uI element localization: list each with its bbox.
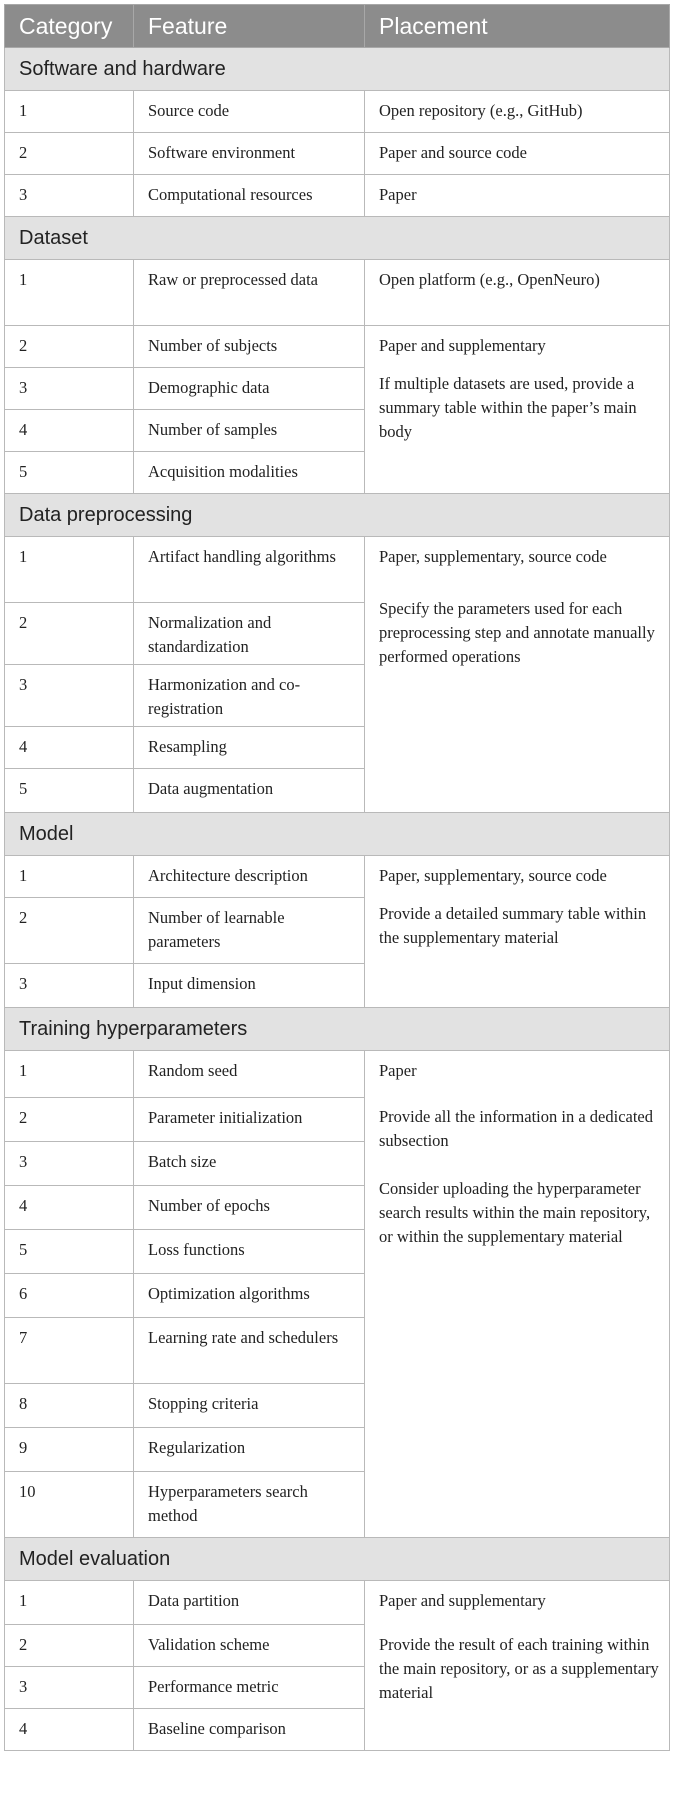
row-placement: Open platform (e.g., OpenNeuro) [365, 260, 670, 326]
row-feature: Normalization and standardization [134, 603, 365, 665]
header-placement: Placement [365, 5, 670, 48]
row-number: 3 [5, 1142, 134, 1186]
placement-note: If multiple datasets are used, provide a summary table within the paper’s main body [379, 374, 637, 441]
row-number: 4 [5, 1709, 134, 1751]
row-feature: Input dimension [134, 964, 365, 1008]
row-number: 3 [5, 1667, 134, 1709]
placement-note: Provide the result of each training within the main repository, or as a supplementary material [379, 1635, 659, 1702]
header-feature: Feature [134, 5, 365, 48]
merged-placement-cell [365, 326, 670, 494]
table-row [5, 1051, 670, 1098]
row-feature: Resampling [134, 727, 365, 769]
section-title: Software and hardware [5, 48, 670, 91]
section-title: Data preprocessing [5, 494, 670, 537]
row-feature: Architecture description [134, 856, 365, 898]
row-feature: Number of samples [134, 410, 365, 452]
row-placement: Open repository (e.g., GitHub) [365, 91, 670, 133]
row-number: 3 [5, 665, 134, 727]
placement-text: Paper [379, 1061, 417, 1080]
row-feature: Software environment [134, 133, 365, 175]
row-number: 2 [5, 326, 134, 368]
merged-placement-cell [365, 537, 670, 813]
row-feature: Number of learnable parameters [134, 898, 365, 964]
section-row [5, 48, 670, 91]
placement-text: Paper, supplementary, source code [379, 866, 607, 885]
row-number: 9 [5, 1428, 134, 1472]
row-number: 3 [5, 368, 134, 410]
row-feature: Computational resources [134, 175, 365, 217]
table-row [5, 133, 670, 175]
row-feature: Number of epochs [134, 1186, 365, 1230]
merged-placement-cell [365, 856, 670, 1008]
row-number: 5 [5, 769, 134, 813]
row-feature: Random seed [134, 1051, 365, 1098]
row-number: 5 [5, 1230, 134, 1274]
row-number: 5 [5, 452, 134, 494]
section-title: Model [5, 813, 670, 856]
placement-text: Paper and supplementary [379, 336, 546, 355]
table-row [5, 260, 670, 326]
placement-note: Provide all the information in a dedicated subsection [379, 1107, 653, 1150]
row-number: 1 [5, 856, 134, 898]
table-row [5, 175, 670, 217]
row-number: 4 [5, 727, 134, 769]
section-title: Dataset [5, 217, 670, 260]
section-row [5, 1008, 670, 1051]
row-feature: Parameter initialization [134, 1098, 365, 1142]
row-feature: Optimization algorithms [134, 1274, 365, 1318]
table-row [5, 537, 670, 603]
section-title: Model evaluation [5, 1538, 670, 1581]
row-number: 2 [5, 603, 134, 665]
row-feature: Performance metric [134, 1667, 365, 1709]
table-row [5, 1581, 670, 1625]
row-feature: Batch size [134, 1142, 365, 1186]
row-number: 2 [5, 133, 134, 175]
row-feature: Acquisition modalities [134, 452, 365, 494]
header-category: Category [5, 5, 134, 48]
section-title: Training hyperparameters [5, 1008, 670, 1051]
row-feature: Data partition [134, 1581, 365, 1625]
row-number: 1 [5, 91, 134, 133]
row-feature: Data augmentation [134, 769, 365, 813]
row-feature: Source code [134, 91, 365, 133]
row-number: 2 [5, 1098, 134, 1142]
section-row [5, 813, 670, 856]
row-placement: Paper and source code [365, 133, 670, 175]
merged-placement-cell [365, 1051, 670, 1538]
header-row [5, 5, 670, 48]
row-number: 6 [5, 1274, 134, 1318]
row-number: 1 [5, 260, 134, 326]
row-number: 4 [5, 410, 134, 452]
row-number: 1 [5, 537, 134, 603]
row-number: 2 [5, 898, 134, 964]
section-row [5, 494, 670, 537]
row-feature: Number of subjects [134, 326, 365, 368]
placement-text: Paper and supplementary [379, 1591, 546, 1610]
row-number: 2 [5, 1625, 134, 1667]
row-feature: Demographic data [134, 368, 365, 410]
section-row [5, 1538, 670, 1581]
row-number: 4 [5, 1186, 134, 1230]
row-number: 10 [5, 1472, 134, 1538]
row-number: 3 [5, 175, 134, 217]
reporting-checklist-table [4, 4, 670, 1751]
row-feature: Artifact handling algorithms [134, 537, 365, 603]
placement-text: Paper, supplementary, source code [379, 547, 607, 566]
merged-placement-cell [365, 1581, 670, 1751]
row-number: 1 [5, 1051, 134, 1098]
row-feature: Regularization [134, 1428, 365, 1472]
row-feature: Stopping criteria [134, 1384, 365, 1428]
row-feature: Raw or preprocessed data [134, 260, 365, 326]
row-feature: Hyperparameters search method [134, 1472, 365, 1538]
row-number: 7 [5, 1318, 134, 1384]
table-row [5, 856, 670, 898]
table-row [5, 326, 670, 368]
row-feature: Harmonization and co-registration [134, 665, 365, 727]
placement-note: Provide a detailed summary table within the supplementary material [379, 904, 647, 947]
row-feature: Baseline comparison [134, 1709, 365, 1751]
row-placement: Paper [365, 175, 670, 217]
row-feature: Loss functions [134, 1230, 365, 1274]
section-row [5, 217, 670, 260]
row-number: 1 [5, 1581, 134, 1625]
row-number: 8 [5, 1384, 134, 1428]
placement-note: Specify the parameters used for each preprocessing step and annotate manually performed operations [379, 599, 655, 666]
row-number: 3 [5, 964, 134, 1008]
table-row [5, 91, 670, 133]
row-feature: Learning rate and schedulers [134, 1318, 365, 1384]
placement-note-2: Consider uploading the hyperparameter search results within the main repository, or within the supplementary material [379, 1179, 651, 1246]
row-feature: Validation scheme [134, 1625, 365, 1667]
